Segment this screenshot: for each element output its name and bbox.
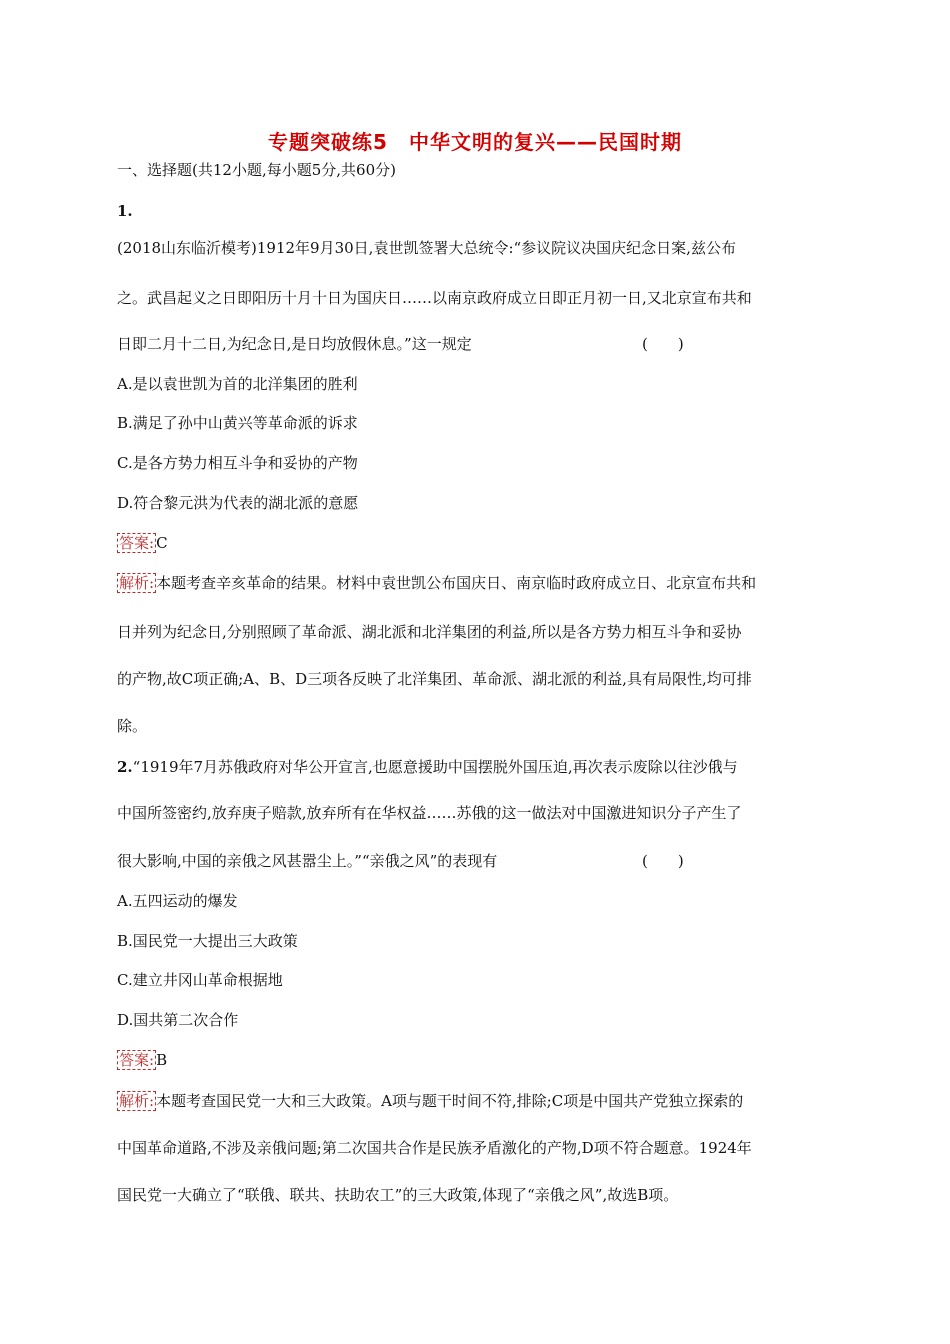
page-title: 专题突破练5 中华文明的复兴——民国时期 bbox=[268, 130, 682, 154]
q2-analysis-line-2: 中国革命道路,不涉及亲俄问题;第二次国共合作是民族矛盾激化的产物,D项不符合题意。1924年 bbox=[117, 1139, 752, 1157]
q1-number: 1. bbox=[117, 202, 133, 220]
q2-analysis-line-1 bbox=[117, 1091, 743, 1111]
q2-stem-text: “1919年7月苏俄政府对华公开宣言,也愿意援助中国摆脱外国压迫,再次表示废除以往沙俄与 bbox=[132, 758, 738, 776]
analysis-tag: 解析: bbox=[119, 1092, 155, 1110]
answer-value: C bbox=[156, 534, 168, 552]
q1-answer bbox=[117, 533, 168, 553]
q2-answer-paren: ( ) bbox=[642, 852, 684, 870]
q2-stem-line-1 bbox=[117, 757, 738, 777]
q2-analysis-line-3: 国民党一大确立了“联俄、联共、扶助农工”的三大政策,体现了“亲俄之风”,故选B项。 bbox=[117, 1186, 679, 1204]
answer-tag: 答案: bbox=[119, 534, 155, 552]
q2-answer bbox=[117, 1050, 167, 1070]
q1-stem-line-2: 之。武昌起义之日即阳历十月十日为国庆日……以南京政府成立日即正月初一日,又北京宣布共和 bbox=[117, 289, 752, 307]
q2-option-a: A.五四运动的爆发 bbox=[117, 892, 238, 910]
answer-value: B bbox=[156, 1051, 168, 1069]
analysis-text: 本题考查国民党一大和三大政策。A项与题干时间不符,排除;C项是中国共产党独立探索的 bbox=[156, 1092, 744, 1110]
q2-option-c: C.建立井冈山革命根据地 bbox=[117, 971, 283, 989]
analysis-text: 本题考查辛亥革命的结果。材料中袁世凯公布国庆日、南京临时政府成立日、北京宣布共和 bbox=[156, 574, 757, 592]
q2-stem-line-2: 中国所签密约,放弃庚子赔款,放弃所有在华权益……苏俄的这一做法对中国激进知识分子产生了 bbox=[117, 804, 742, 822]
q1-analysis-line-3: 的产物,故C项正确;A、B、D三项各反映了北洋集团、革命派、湖北派的利益,具有局限性,均可排 bbox=[117, 670, 752, 688]
q2-number: 2. bbox=[117, 758, 133, 776]
q1-analysis-line-1 bbox=[117, 573, 756, 593]
q1-option-a: A.是以袁世凯为首的北洋集团的胜利 bbox=[117, 375, 358, 393]
section-header: 一、选择题(共12小题,每小题5分,共60分) bbox=[117, 161, 396, 179]
answer-tag: 答案: bbox=[119, 1051, 155, 1069]
q1-analysis-line-2: 日并列为纪念日,分别照顾了革命派、湖北派和北洋集团的利益,所以是各方势力相互斗争和妥协 bbox=[117, 623, 742, 641]
q2-stem-line-3: 很大影响,中国的亲俄之风甚嚣尘上。”“亲俄之风”的表现有 bbox=[117, 852, 498, 870]
q1-stem-line-3: 日即二月十二日,为纪念日,是日均放假休息。”这一规定 bbox=[117, 335, 472, 353]
q1-answer-paren: ( ) bbox=[642, 335, 684, 353]
q2-option-b: B.国民党一大提出三大政策 bbox=[117, 932, 298, 950]
q1-option-d: D.符合黎元洪为代表的湖北派的意愿 bbox=[117, 494, 359, 512]
q1-option-c: C.是各方势力相互斗争和妥协的产物 bbox=[117, 454, 358, 472]
q1-option-b: B.满足了孙中山黄兴等革命派的诉求 bbox=[117, 414, 358, 432]
analysis-tag: 解析: bbox=[119, 574, 155, 592]
q1-stem-line-1: (2018山东临沂模考)1912年9月30日,袁世凯签署大总统令:“参议院议决国庆纪念日案,兹公布 bbox=[117, 239, 736, 257]
q1-analysis-line-4: 除。 bbox=[117, 717, 148, 735]
q2-option-d: D.国共第二次合作 bbox=[117, 1011, 239, 1029]
